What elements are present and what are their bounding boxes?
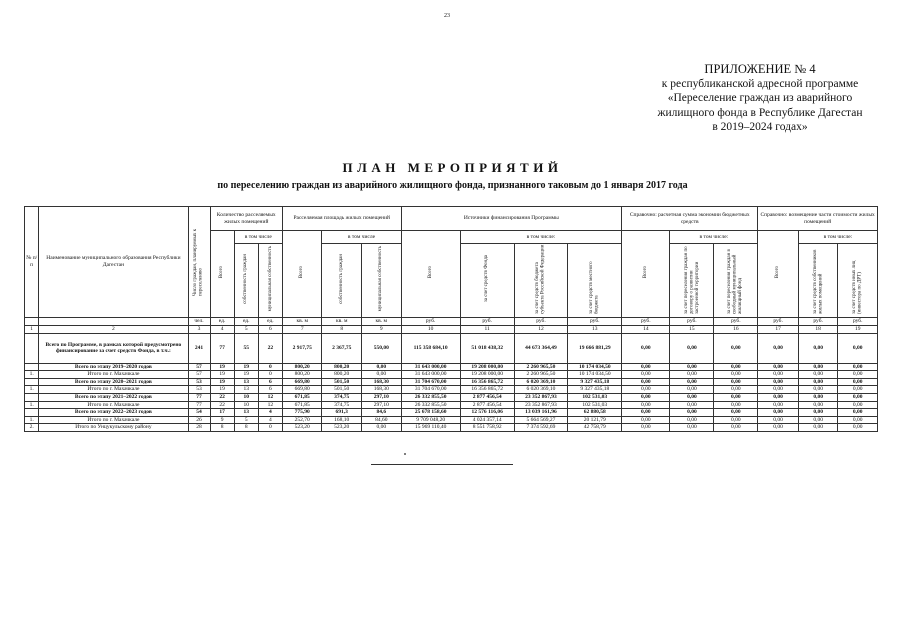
value-cell: 0 (258, 371, 282, 379)
value-cell: 800,20 (322, 371, 362, 379)
value-cell: 0,00 (758, 409, 799, 417)
unit-cell: руб. (758, 317, 799, 325)
value-cell: 0,00 (714, 363, 758, 371)
value-cell: 19 (210, 378, 234, 386)
value-cell: 31 704 670,00 (401, 386, 460, 394)
row-number-cell: 1. (25, 416, 39, 424)
value-cell: 17 (210, 409, 234, 417)
value-cell: 8 (234, 424, 258, 432)
value-cell: 501,50 (322, 378, 362, 386)
column-index-cell: 18 (798, 325, 838, 333)
resettlement-plan-table (24, 206, 878, 432)
value-cell: 0,00 (361, 363, 401, 371)
value-cell: 671,85 (282, 393, 322, 401)
value-cell: 671,85 (282, 401, 322, 409)
value-cell: 0,00 (361, 424, 401, 432)
value-cell: 374,75 (322, 393, 362, 401)
finance-group-header: Источники финансирования Программы (401, 207, 622, 231)
value-cell: 0,00 (838, 386, 878, 394)
value-cell: 0,00 (714, 409, 758, 417)
unit-cell: кв. м (361, 317, 401, 325)
value-cell: 77 (188, 401, 210, 409)
value-cell: 0,00 (798, 333, 838, 363)
program-total-row (25, 333, 878, 363)
value-cell: 6 020 369,10 (514, 378, 568, 386)
value-cell: 9 (210, 416, 234, 424)
unit-cell: кв. м (282, 317, 322, 325)
value-cell: 0,00 (622, 363, 670, 371)
value-cell: 0,00 (758, 393, 799, 401)
page-number: 23 (444, 13, 450, 19)
value-cell: 42 758,79 (568, 424, 622, 432)
column-index-cell: 7 (282, 325, 322, 333)
area-incl-header: в том числе (322, 231, 401, 244)
value-cell: 2 917,75 (282, 333, 322, 363)
row-number-cell (25, 363, 39, 371)
value-cell: 0,00 (838, 378, 878, 386)
value-cell: 26 332 855,50 (401, 401, 460, 409)
unit-cell (25, 317, 39, 325)
value-cell: 53 (188, 378, 210, 386)
col-no-header: № п/п (25, 207, 39, 318)
row-number-cell (25, 393, 39, 401)
value-cell: 0 (258, 424, 282, 432)
value-cell: 31 643 000,00 (401, 371, 460, 379)
value-cell: 54 (188, 409, 210, 417)
row-name-cell: Итого по г. Махачкале (39, 386, 188, 394)
municipality-row (25, 371, 878, 379)
value-cell: 10 174 034,50 (568, 363, 622, 371)
value-cell: 6 (258, 378, 282, 386)
refund-total-header: Всего (758, 231, 799, 318)
column-index-cell: 1 (25, 325, 39, 333)
finance-incl-header: в том числе: (460, 231, 621, 244)
value-cell: 12 (258, 393, 282, 401)
value-cell: 26 332 855,50 (401, 393, 460, 401)
value-cell: 168,30 (361, 386, 401, 394)
value-cell: 15 969 110,40 (401, 424, 460, 432)
value-cell: 22 (210, 401, 234, 409)
value-cell: 0,00 (798, 416, 838, 424)
value-cell: 13 039 161,96 (514, 409, 568, 417)
value-cell: 669,80 (282, 386, 322, 394)
row-name-cell: Всего по этапу 2020–2021 годов (39, 378, 188, 386)
value-cell: 13 (234, 378, 258, 386)
value-cell: 22 (258, 333, 282, 363)
row-name-cell: Итого по г. Махачкале (39, 416, 188, 424)
value-cell: 12 576 116,06 (460, 409, 514, 417)
row-name-cell: Итого по г. Махачкале (39, 401, 188, 409)
value-cell: 13 (234, 386, 258, 394)
stage-total-row (25, 409, 878, 417)
value-cell: 0,00 (838, 409, 878, 417)
units-row (25, 317, 878, 325)
rooms-municipal-header: муниципальная собственность (258, 244, 282, 318)
value-cell: 28 (188, 424, 210, 432)
column-index-cell: 14 (622, 325, 670, 333)
rooms-incl-header: в том числе (234, 231, 282, 244)
value-cell: 0,00 (670, 424, 714, 432)
value-cell: 62 880,58 (568, 409, 622, 417)
value-cell: 0,00 (758, 416, 799, 424)
value-cell: 241 (188, 333, 210, 363)
column-index-cell: 10 (401, 325, 460, 333)
value-cell: 26 (188, 416, 210, 424)
finance-fund-header: за счет средств Фонда (460, 244, 514, 318)
value-cell: 691,3 (322, 409, 362, 417)
value-cell: 0,00 (622, 401, 670, 409)
unit-cell: руб. (622, 317, 670, 325)
savings-total-header: Всего (622, 231, 670, 318)
row-number-cell: 2. (25, 424, 39, 432)
value-cell: 5 664 569,27 (514, 416, 568, 424)
value-cell: 0,00 (714, 371, 758, 379)
refund-owners-header: за счет средств собственников жилых помещений (798, 244, 838, 318)
value-cell: 523,20 (282, 424, 322, 432)
row-name-cell: Всего по Программе, в рамках которой предусмотрено финансирование за счет средств Фонда, в т.ч.: (39, 333, 188, 363)
value-cell: 0,00 (714, 333, 758, 363)
value-cell: 0,00 (622, 378, 670, 386)
value-cell: 19 (210, 386, 234, 394)
column-index-cell: 8 (322, 325, 362, 333)
value-cell: 0 (258, 363, 282, 371)
value-cell: 800,20 (322, 363, 362, 371)
rooms-group-header: Количество расселяемых жилых помещений (210, 207, 282, 231)
value-cell: 0,00 (758, 424, 799, 432)
unit-cell: руб. (798, 317, 838, 325)
column-index-cell: 11 (460, 325, 514, 333)
value-cell: 31 643 000,00 (401, 363, 460, 371)
value-cell: 501,50 (322, 386, 362, 394)
value-cell: 0,00 (622, 371, 670, 379)
column-index-cell: 5 (234, 325, 258, 333)
value-cell: 0,00 (758, 386, 799, 394)
appendix-line: «Переселение граждан из аварийного (667, 92, 853, 104)
unit-cell: руб. (460, 317, 514, 325)
value-cell: 0,00 (714, 386, 758, 394)
value-cell: 23 352 867,93 (514, 393, 568, 401)
unit-cell: чел. (188, 317, 210, 325)
appendix-line: к республиканской адресной программе (661, 77, 859, 90)
value-cell: 115 358 684,10 (401, 333, 460, 363)
unit-cell: ед. (234, 317, 258, 325)
value-cell: 523,20 (322, 424, 362, 432)
savings-group-header: Справочно: расчетная сумма экономии бюджетных средств (622, 207, 758, 231)
municipality-row (25, 386, 878, 394)
plan-subtitle: по переселению граждан из аварийного жилищного фонда, признанного таковым до 1 января 2017 года (217, 180, 688, 191)
unit-cell (39, 317, 188, 325)
unit-cell: кв. м (322, 317, 362, 325)
appendix-title: ПРИЛОЖЕНИЕ № 4 (704, 62, 816, 76)
unit-cell: ед. (258, 317, 282, 325)
row-name-cell: Итого по Унцукульскому району (39, 424, 188, 432)
row-name-cell: Всего по этапу 2019–2020 годов (39, 363, 188, 371)
unit-cell: руб. (568, 317, 622, 325)
row-name-cell: Всего по этапу 2021–2022 годов (39, 393, 188, 401)
value-cell: 19 (234, 371, 258, 379)
unit-cell: руб. (514, 317, 568, 325)
column-index-cell: 6 (258, 325, 282, 333)
value-cell: 4 (258, 416, 282, 424)
value-cell: 102 531,03 (568, 401, 622, 409)
value-cell: 0,00 (670, 371, 714, 379)
rooms-citizens-header: собственность граждан (234, 244, 258, 318)
column-index-cell: 12 (514, 325, 568, 333)
value-cell: 0,00 (758, 333, 799, 363)
finance-local-header: за счет средств местного бюджета (568, 244, 622, 318)
column-index-cell: 2 (39, 325, 188, 333)
value-cell: 0,00 (670, 378, 714, 386)
value-cell: 2 367,75 (322, 333, 362, 363)
value-cell: 0,00 (798, 393, 838, 401)
value-cell: 8 551 758,92 (460, 424, 514, 432)
value-cell: 0,00 (798, 409, 838, 417)
value-cell: 9 709 048,20 (401, 416, 460, 424)
appendix-line: в 2019–2024 годах» (712, 121, 808, 133)
municipality-row (25, 416, 878, 424)
value-cell: 0,00 (758, 378, 799, 386)
value-cell: 44 673 364,49 (514, 333, 568, 363)
value-cell: 4 (258, 409, 282, 417)
area-municipal-header: муниципальная собственность (361, 244, 401, 318)
value-cell: 16 356 865,72 (460, 386, 514, 394)
row-name-cell: Всего по этапу 2022–2023 годов (39, 409, 188, 417)
value-cell: 19 (210, 371, 234, 379)
row-number-cell: 1. (25, 386, 39, 394)
value-cell: 25 678 158,60 (401, 409, 460, 417)
value-cell: 19 666 881,29 (568, 333, 622, 363)
value-cell: 0,00 (670, 393, 714, 401)
value-cell: 102 531,03 (568, 393, 622, 401)
value-cell: 0,00 (622, 409, 670, 417)
unit-cell: руб. (838, 317, 878, 325)
value-cell: 0,00 (622, 416, 670, 424)
row-number-cell (25, 409, 39, 417)
value-cell: 0,00 (714, 424, 758, 432)
column-index-cell: 13 (568, 325, 622, 333)
value-cell: 0,00 (670, 333, 714, 363)
value-cell: 13 (234, 409, 258, 417)
value-cell: 53 (188, 386, 210, 394)
stage-total-row (25, 363, 878, 371)
column-index-cell: 15 (670, 325, 714, 333)
stray-mark (404, 453, 406, 455)
value-cell: 800,20 (282, 371, 322, 379)
value-cell: 168,30 (361, 378, 401, 386)
appendix-block (630, 62, 890, 135)
value-cell: 0,00 (622, 333, 670, 363)
value-cell: 0,00 (670, 409, 714, 417)
value-cell: 0,00 (670, 401, 714, 409)
value-cell: 9 327 435,18 (568, 378, 622, 386)
value-cell: 374,75 (322, 401, 362, 409)
row-number-cell (25, 378, 39, 386)
savings-incl-header: в том числе: (670, 231, 758, 244)
value-cell: 84,60 (361, 416, 401, 424)
column-index-cell: 19 (838, 325, 878, 333)
value-cell: 8 (210, 424, 234, 432)
unit-cell: руб. (401, 317, 460, 325)
refund-others-header: за счет средств иных лиц (инвестора по ДРТ) (838, 244, 878, 318)
value-cell: 0,00 (838, 424, 878, 432)
col-residents-header: Число граждан, планируемых к переселению (188, 207, 210, 318)
value-cell: 0,00 (838, 393, 878, 401)
value-cell: 0,00 (714, 378, 758, 386)
value-cell: 0,00 (838, 416, 878, 424)
municipality-row (25, 401, 878, 409)
value-cell: 2 877 456,54 (460, 401, 514, 409)
value-cell: 0,00 (798, 378, 838, 386)
municipality-row (25, 424, 878, 432)
value-cell: 0,00 (622, 386, 670, 394)
value-cell: 297,10 (361, 393, 401, 401)
value-cell: 0,00 (798, 363, 838, 371)
value-cell: 19 (234, 363, 258, 371)
value-cell: 775,90 (282, 409, 322, 417)
value-cell: 77 (210, 333, 234, 363)
savings-free-header: за счет переселения граждан в свободный муниципальный жилищный фонд (714, 244, 758, 318)
value-cell: 5 (234, 416, 258, 424)
refund-group-header: Справочно: возмещение части стоимости жилых помещений (758, 207, 878, 231)
value-cell: 0,00 (798, 386, 838, 394)
column-index-cell: 3 (188, 325, 210, 333)
value-cell: 0,00 (670, 386, 714, 394)
value-cell: 0,00 (622, 424, 670, 432)
column-index-cell: 17 (758, 325, 799, 333)
column-index-row (25, 325, 878, 333)
value-cell: 20 121,79 (568, 416, 622, 424)
value-cell: 0,00 (758, 363, 799, 371)
refund-incl-header: в том числе: (798, 231, 877, 244)
value-cell: 0,00 (838, 371, 878, 379)
value-cell: 0,00 (838, 363, 878, 371)
value-cell: 19 208 000,00 (460, 363, 514, 371)
value-cell: 12 (258, 401, 282, 409)
value-cell: 57 (188, 371, 210, 379)
value-cell: 6 (258, 386, 282, 394)
value-cell: 6 020 369,10 (514, 386, 568, 394)
value-cell: 550,00 (361, 333, 401, 363)
finance-total-header: Всего (401, 231, 460, 318)
row-number-cell (25, 333, 39, 363)
plan-title: ПЛАН МЕРОПРИЯТИЙ (342, 160, 563, 175)
value-cell: 10 (234, 401, 258, 409)
value-cell: 2 877 456,54 (460, 393, 514, 401)
value-cell: 800,20 (282, 363, 322, 371)
value-cell: 31 704 670,00 (401, 378, 460, 386)
rooms-total-header: Всего (210, 231, 234, 318)
value-cell: 10 (234, 393, 258, 401)
area-group-header: Расселяемая площадь жилых помещений (282, 207, 401, 231)
finance-subject-header: за счет средств бюджета субъекта Российской Федерации (514, 244, 568, 318)
value-cell: 0,00 (838, 401, 878, 409)
value-cell: 77 (188, 393, 210, 401)
unit-cell: руб. (670, 317, 714, 325)
value-cell: 297,10 (361, 401, 401, 409)
value-cell: 0,00 (622, 393, 670, 401)
value-cell: 0,00 (798, 424, 838, 432)
row-number-cell: 1. (25, 401, 39, 409)
unit-cell: руб. (714, 317, 758, 325)
value-cell: 0,00 (798, 371, 838, 379)
stage-total-row (25, 378, 878, 386)
value-cell: 0,00 (758, 371, 799, 379)
value-cell: 16 356 865,72 (460, 378, 514, 386)
area-total-header: Всего (282, 231, 322, 318)
stage-total-row (25, 393, 878, 401)
closing-rule (371, 464, 513, 465)
value-cell: 7 374 592,69 (514, 424, 568, 432)
column-index-cell: 4 (210, 325, 234, 333)
value-cell: 19 208 000,00 (460, 371, 514, 379)
value-cell: 10 174 034,50 (568, 371, 622, 379)
value-cell: 51 018 438,32 (460, 333, 514, 363)
value-cell: 0,00 (758, 401, 799, 409)
value-cell: 669,80 (282, 378, 322, 386)
unit-cell: ед. (210, 317, 234, 325)
row-number-cell: 1. (25, 371, 39, 379)
column-index-cell: 16 (714, 325, 758, 333)
value-cell: 0,00 (798, 401, 838, 409)
value-cell: 23 352 867,93 (514, 401, 568, 409)
value-cell: 0,00 (714, 393, 758, 401)
value-cell: 0,00 (714, 416, 758, 424)
value-cell: 0,00 (838, 333, 878, 363)
value-cell: 0,00 (714, 401, 758, 409)
appendix-line: жилищного фонда в Республике Дагестан (657, 106, 863, 119)
col-name-header: Наименование муниципального образования Республики Дагестан (39, 207, 188, 318)
area-citizens-header: собственность граждан (322, 244, 362, 318)
value-cell: 2 260 965,50 (514, 363, 568, 371)
value-cell: 22 (210, 393, 234, 401)
value-cell: 0,00 (670, 416, 714, 424)
value-cell: 252,70 (282, 416, 322, 424)
value-cell: 2 260 965,50 (514, 371, 568, 379)
value-cell: 19 (210, 363, 234, 371)
value-cell: 0,00 (361, 371, 401, 379)
column-index-cell: 9 (361, 325, 401, 333)
value-cell: 168,10 (322, 416, 362, 424)
row-name-cell: Итого по г. Махачкале (39, 371, 188, 379)
value-cell: 4 024 357,14 (460, 416, 514, 424)
value-cell: 57 (188, 363, 210, 371)
value-cell: 0,00 (670, 363, 714, 371)
value-cell: 55 (234, 333, 258, 363)
value-cell: 84,6 (361, 409, 401, 417)
savings-contract-header: за счет переселения граждан по договору о развитии застроенной территории (670, 244, 714, 318)
value-cell: 9 327 435,18 (568, 386, 622, 394)
